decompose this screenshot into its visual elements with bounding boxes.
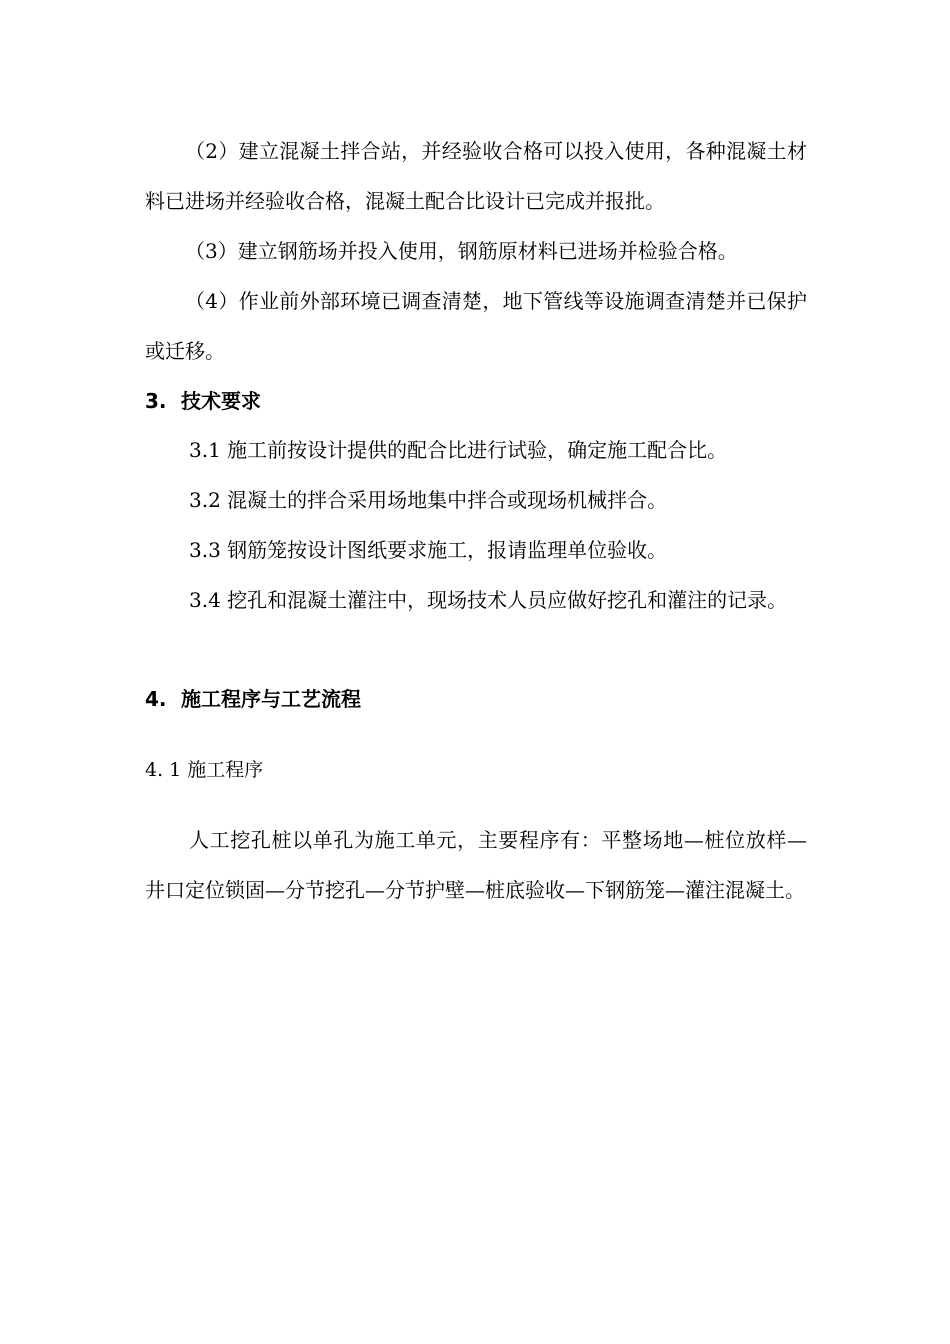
section-4-heading — [145, 674, 807, 724]
section-3-number: 3. — [145, 389, 167, 413]
paragraph-item-3: （3）建立钢筋场并投入使用，钢筋原材料已进场并检验合格。 — [185, 239, 738, 263]
section-4-number: 4. — [145, 687, 167, 711]
section-3-item-1: 3.1 施工前按设计提供的配合比进行试验，确定施工配合比。 — [189, 438, 728, 462]
section-3-heading — [145, 376, 807, 426]
section-4-1-body: 人工挖孔桩以单孔为施工单元，主要程序有：平整场地—桩位放样—井口定位锁固—分节挖孔—分节护壁—桩底验收—下钢筋笼—灌注混凝土。 — [145, 828, 807, 902]
section-3-item-3: 3.3 钢筋笼按设计图纸要求施工，报请监理单位验收。 — [189, 538, 668, 562]
section-3-item-4: 3.4 挖孔和混凝土灌注中，现场技术人员应做好挖孔和灌注的记录。 — [189, 588, 788, 612]
section-3-title: 技术要求 — [181, 389, 261, 413]
section-4-title: 施工程序与工艺流程 — [181, 687, 361, 711]
paragraph-item-4: （4）作业前外部环境已调查清楚，地下管线等设施调查清楚并已保护或迁移。 — [145, 289, 807, 363]
paragraph-item-2: （2）建立混凝土拌合站，并经验收合格可以投入使用，各种混凝土材料已进场并经验收合格，混凝土配合比设计已完成并报批。 — [145, 139, 807, 213]
section-3-item-2: 3.2 混凝土的拌合采用场地集中拌合或现场机械拌合。 — [189, 488, 668, 512]
section-4-1-heading: 4. 1 施工程序 — [145, 759, 264, 781]
